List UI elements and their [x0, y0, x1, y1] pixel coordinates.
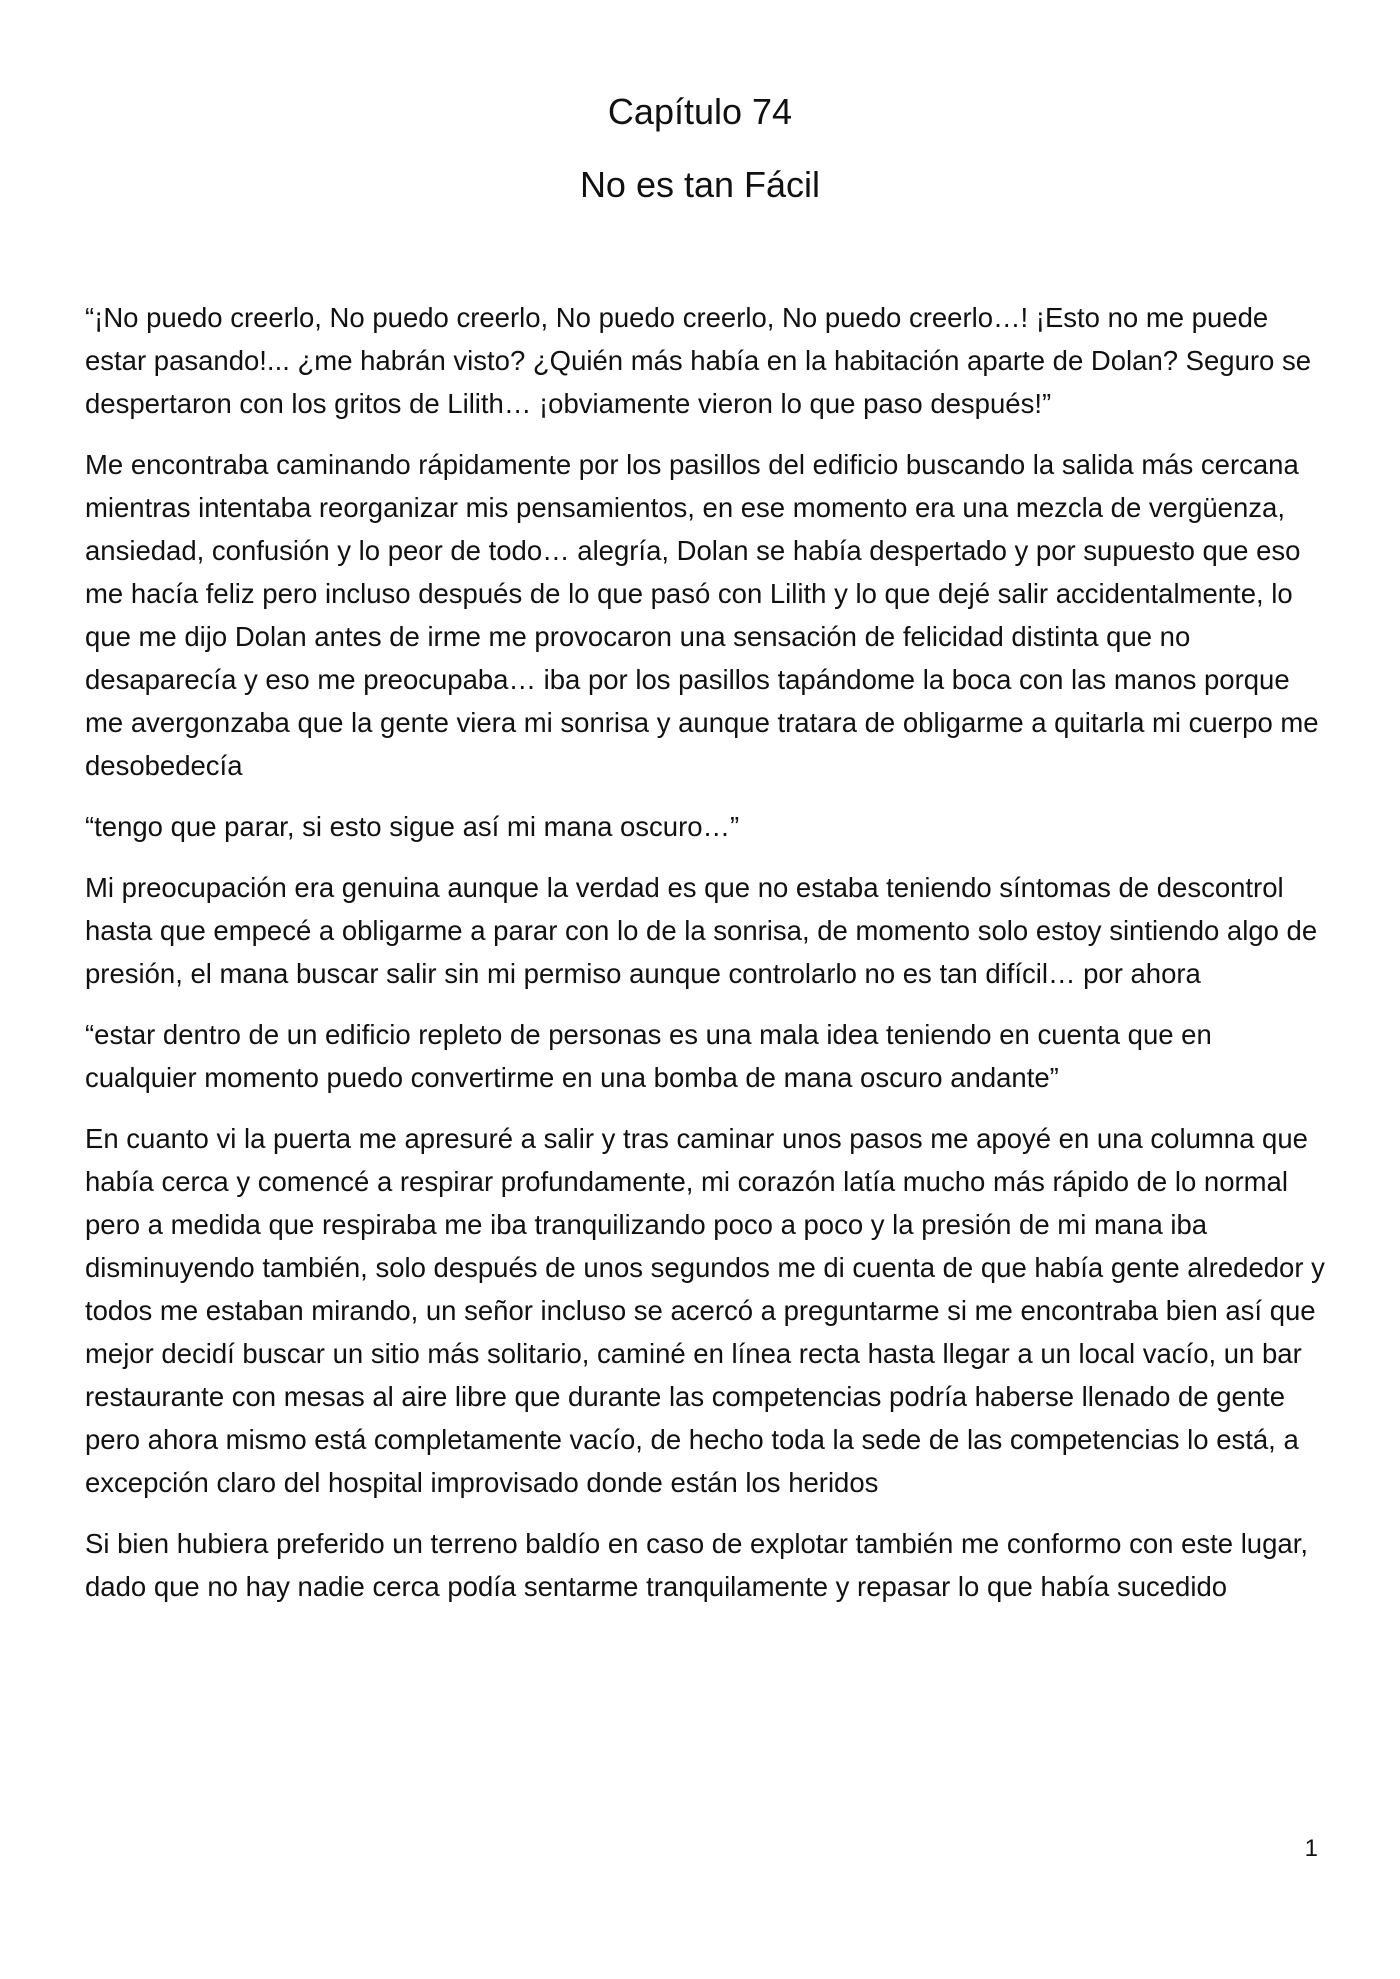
chapter-number: Capítulo 74	[607, 91, 793, 132]
paragraph: En cuanto vi la puerta me apresuré a salir y tras caminar unos pasos me apoyé en una columna que había cerca y comencé a respirar profundamente, mi corazón latía mucho más rápido de lo normal pero a medida que respiraba me iba tranquilizando poco a poco y la presión de mi mana iba disminuyendo también, solo después de unos segundos me di cuenta de que había gente alrededor y todos me estaban mirando, un señor incluso se acercó a preguntarme si me encontraba bien así que mejor decidí buscar un sitio más solitario, caminé en línea recta hasta llegar a un local vacío, un bar restaurante con mesas al aire libre que durante las competencias podría haberse llenado de gente pero ahora mismo está completamente vacío, de hecho toda la sede de las competencias lo está, a excepción claro del hospital improvisado donde están los heridos	[85, 1123, 1325, 1498]
paragraph: “estar dentro de un edificio repleto de personas es una mala idea teniendo en cuenta que en cualquier momento puedo convertirme en una bomba de mana oscuro andante”	[85, 1019, 1212, 1093]
page-number: 1	[1304, 1835, 1318, 1862]
paragraph: Mi preocupación era genuina aunque la verdad es que no estaba teniendo síntomas de descontrol hasta que empecé a obligarme a parar con lo de la sonrisa, de momento solo estoy sintiendo algo de presión, el mana buscar salir sin mi permiso aunque controlarlo no es tan difícil… por ahora	[85, 872, 1318, 989]
chapter-body	[85, 296, 1325, 1626]
paragraph: Si bien hubiera preferido un terreno baldío en caso de explotar también me conformo con este lugar, dado que no hay nadie cerca podía sentarme tranquilamente y repasar lo que había sucedido	[85, 1528, 1308, 1602]
chapter-title: No es tan Fácil	[579, 164, 821, 205]
paragraph: “¡No puedo creerlo, No puedo creerlo, No puedo creerlo, No puedo creerlo…! ¡Esto no me puede estar pasando!... ¿me habrán visto? ¿Quién más había en la habitación aparte de Dolan? Seguro se despertaron con los gritos de Lilith… ¡obviamente vieron lo que paso después!”	[85, 302, 1312, 419]
paragraph: Me encontraba caminando rápidamente por los pasillos del edificio buscando la salida más cercana mientras intentaba reorganizar mis pensamientos, en ese momento era una mezcla de vergüenza, ansiedad, confusión y lo peor de todo… alegría, Dolan se había despertado y por supuesto que eso me hacía feliz pero incluso después de lo que pasó con Lilith y lo que dejé salir accidentalmente, lo que me dijo Dolan antes de irme me provocaron una sensación de felicidad distinta que no desaparecía y eso me preocupaba… iba por los pasillos tapándome la boca con las manos porque me avergonzaba que la gente viera mi sonrisa y aunque tratara de obligarme a quitarla mi cuerpo me desobedecía	[85, 449, 1319, 781]
paragraph: “tengo que parar, si esto sigue así mi mana oscuro…”	[85, 811, 740, 842]
